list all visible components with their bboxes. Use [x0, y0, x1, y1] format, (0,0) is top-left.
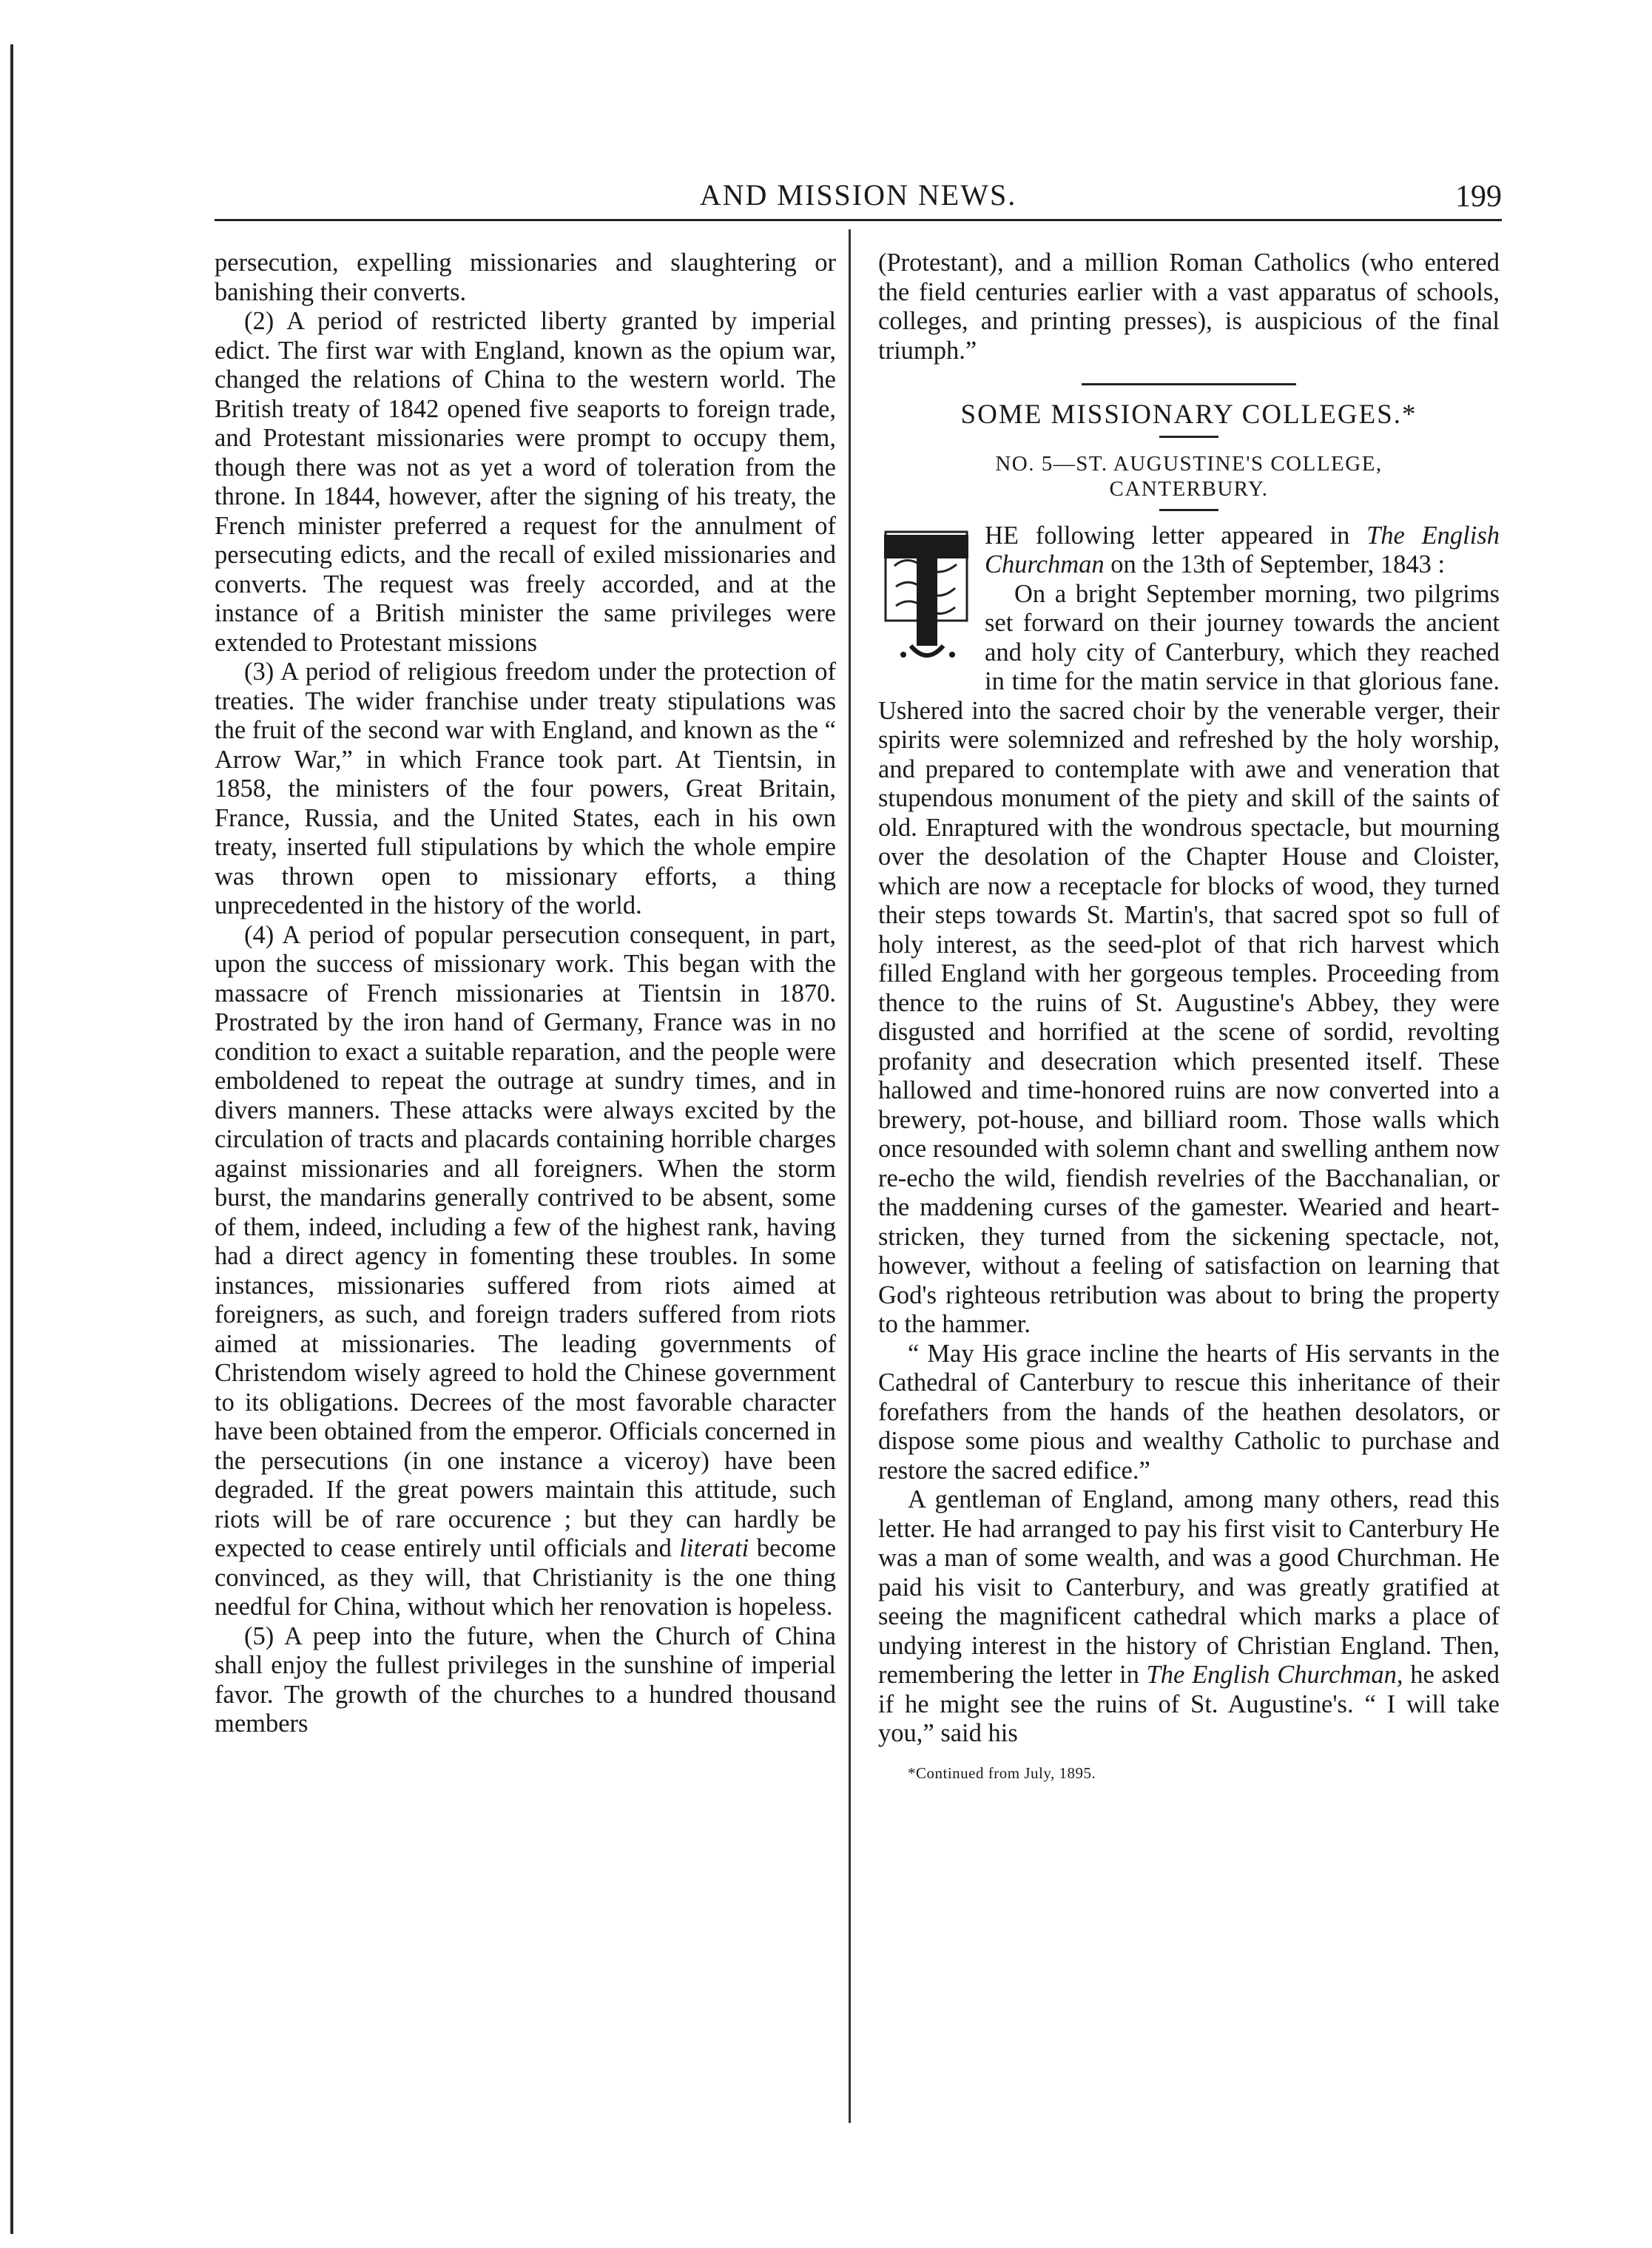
paragraph — [215, 921, 836, 1622]
publication-title: The English Churchman — [985, 521, 1500, 578]
page-header — [215, 178, 1502, 222]
dropcap-ornament-icon — [878, 524, 974, 669]
left-column — [215, 249, 836, 1739]
paragraph: (2) A period of restricted liberty granted by imperial edict. The first war with England, known as the opium war, changed the relations of China to the western world. The British treaty of 1842 opened five seaports to foreign trade, and Protestant missionaries were prompt to occupy them, though there was not as yet a word of toleration from the throne. In 1844, however, after the signing of his treaty, the French minister preferred a request for the annulment of persecuting edicts, and the recall of exiled missionaries and converts. The request was freely accorded, and at the instance of a British minister the same privileges were extended to Protestant missions — [215, 307, 836, 657]
paragraph-text: become convinced, as they will, that Christianity is the one thing needful for China, without which her renovation is hopeless. — [215, 1534, 837, 1621]
subtitle-line: CANTERBURY. — [1109, 476, 1269, 501]
paragraph-text: (4) A period of popular persecution consequent, in part, upon the success of missionary work. This began with the massacre of French missionaries at Tientsin in 1870. Prostrated by the iron hand of Germany, France was in no condition to exact a suitable reparation, and the people were emboldened to repeat the outrage at sundry times, and in divers manners. These attacks were always excited by the circulation of tracts and placards containing horrible charges against missionaries and all foreigners. When the storm burst, the mandarins generally contrived to be absent, some of them, indeed, including a few of the highest rank, having had a direct agency in fomenting these troubles. In some instances, missionaries suffered from riots aimed at foreigners, as such, and foreign traders suffered from riots aimed at missionaries. The leading governments of Christendom wisely agreed to hold the Chinese government to its obligations. Decrees of the most favorable character have been obtained from the emperor. Officials concerned in the persecutions (in one instance a viceroy) have been degraded. If the great powers maintain this attitude, such riots will be of rare occurence ; but they can hardly be expected to cease entirely until officials and — [215, 920, 836, 1562]
paragraph — [878, 522, 1500, 580]
section-title: SOME MISSIONARY COLLEGES.* — [960, 399, 1417, 430]
title-rule — [1159, 436, 1218, 438]
subtitle-rule — [1159, 509, 1218, 511]
paragraph: “ May His grace incline the hearts of His servants in the Cathedral of Canterbury to rescue this inheritance of their forefathers from the hands of the heathen desolators, or dispose some pious and wealthy Catholic to purchase and restore the sacred edifice.” — [878, 1339, 1500, 1485]
letter-intro-date: on the 13th of September, 1843 : — [1110, 550, 1446, 578]
column-divider — [849, 229, 851, 2123]
paragraph: (Protestant), and a million Roman Catholics (who entered the field centuries earlier with a vast apparatus of schools, colleges, and printing presses), is auspicious of the final triumph.” — [878, 249, 1500, 365]
page-edge-rule — [10, 44, 13, 2234]
section-rule — [1082, 383, 1296, 385]
paragraph: On a bright September morning, two pilgrims set forward on their journey towards the ancient and holy city of Canterbury, which they reached in time for the matin service in that glorious fane. Ushered into the sacred choir by the venerable verger, their spirits were solemnized and refreshed by the holy worship, and prepared to contemplate with awe and veneration that stupendous monument of the piety and skill of the saints of old. Enraptured with the wondrous spectacle, but mourning over the desolation of the Chapter House and Cloister, which are now a receptacle for blocks of wood, they turned their steps towards St. Martin's, that sacred spot so full of holy interest, as the seed-plot of that rich harvest which filled England with her gorgeous temples. Proceeding from thence to the ruins of St. Augustine's Abbey, they were disgusted and horrified at the scene of sordid, revolting profanity and desecration which presented itself. These hallowed and time-honored ruins are now converted into a brewery, pot-house, and billiard room. Those walls which once resounded with solemn chant and swelling anthem now re-echo the wild, fiendish revelries of the Bacchanalian, or the maddening curses of the gamester. Wearied and heart-stricken, they turned from the sickening spectacle, not, however, without a feeling of satisfaction on learning that God's righteous retribution was about to bring the property to the hammer. — [878, 579, 1500, 1338]
ornamental-dropcap — [878, 524, 974, 669]
article-subtitle — [878, 451, 1500, 502]
paragraph: (3) A period of religious freedom under the protection of treaties. The wider franchise under treaty stipulations was the fruit of the second war with England, and known as the “ Arrow War,” in which France took part. At Tientsin, in 1858, the ministers of the four powers, Great Britain, France, Russia, and the United States, each in his own treaty, inserted full stipulations by which the whole empire was thrown open to missionary efforts, a thing unprecedented in the history of the world. — [215, 658, 836, 919]
paragraph: (5) A peep into the future, when the Church of China shall enjoy the fullest privileges in the sunshine of imperial favor. The growth of the churches to a hundred thousand members — [215, 1621, 836, 1738]
paragraph-text: he asked if he might see the ruins of St. Augustine's. “ I will take you,” said his — [878, 1661, 1500, 1747]
paragraph: persecution, expelling missionaries and slaughtering or banishing their converts. — [215, 249, 836, 306]
letter-intro: HE following letter appeared in — [985, 521, 1350, 550]
subtitle-line: NO. 5—ST. AUGUSTINE'S COLLEGE, — [995, 451, 1383, 476]
running-head: AND MISSION NEWS. — [699, 178, 1017, 212]
paragraph — [878, 1485, 1500, 1749]
header-rule — [215, 219, 1502, 221]
right-column — [878, 249, 1500, 1788]
italic-term: literati — [679, 1534, 749, 1562]
publication-title: The English Churchman, — [1146, 1661, 1403, 1689]
page-number: 199 — [1455, 180, 1502, 214]
footnote: *Continued from July, 1895. — [908, 1763, 1096, 1782]
paragraph-text: A gentleman of England, among many others, read this letter. He had arranged to pay his first visit to Canterbury He was a man of some wealth, and was a good Churchman. He paid his visit to Canterbury, and was greatly gratified at seeing the magnificent cathedral which marks a place of undying interest in the history of Christian England. Then, remembering the letter in — [878, 1485, 1500, 1689]
